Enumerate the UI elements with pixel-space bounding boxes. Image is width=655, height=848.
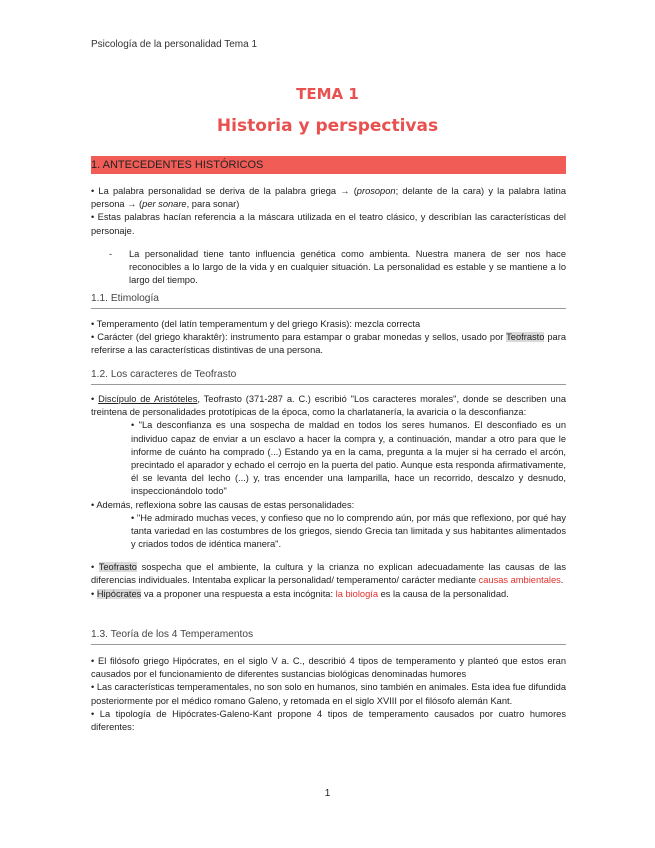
section-heading: 1. ANTECEDENTES HISTÓRICOS bbox=[91, 159, 264, 171]
intro-block bbox=[91, 185, 566, 287]
paragraph: • Carácter (del griego kharaktêr): instrumento para estampar o grabar monedas y sellos, usado por Teofrasto para referirse a las características distintivas de una persona. bbox=[91, 332, 566, 356]
page-number: 1 bbox=[324, 788, 331, 799]
paragraph: • Además, reflexiona sobre las causas de estas personalidades: bbox=[91, 499, 355, 510]
running-header: Psicología de la personalidad Tema 1 bbox=[91, 39, 258, 50]
paragraph: • La palabra personalidad se deriva de la palabra griega → (prosopon; delante de la cara) y la palabra latina persona → (per sonare, para sonar) bbox=[91, 186, 566, 210]
paragraph: • Teofrasto sospecha que el ambiente, la cultura y la crianza no explican adecuadamente las causas de las diferencias individuales. Intentaba explicar la personalidad/ temperamento/ carácter mediante causas ambientales. bbox=[91, 562, 566, 586]
teofrasto-block bbox=[91, 393, 566, 601]
paragraph: • Las características temperamentales, no son solo en humanos, sino también en animales. Esta idea fue difundida posteriormente por el médico romano Galeno, y retomada en el siglo XVIII por el filósofo alemán Kant. bbox=[91, 682, 566, 706]
chapter-subtitle: Historia y perspectivas bbox=[216, 116, 439, 136]
paragraph: • La tipología de Hipócrates-Galeno-Kant propone 4 tipos de temperamento causados por cuatro humores diferentes: bbox=[91, 708, 566, 732]
subsection-heading: 1.3. Teoría de los 4 Temperamentos bbox=[91, 628, 566, 645]
paragraph: • Estas palabras hacían referencia a la máscara utilizada en el teatro clásico, y describían las características del personaje. bbox=[91, 212, 566, 236]
etimologia-block bbox=[91, 318, 566, 358]
quote: • "He admirado muchas veces, y confieso que no lo comprendo aún, por más que reflexiono, por qué hay tanta variedad en las costumbres de los griegos, siendo Grecia tan limitada y sus habitantes alimentados y criados todos de idéntica manera". bbox=[131, 512, 566, 550]
paragraph: • El filósofo griego Hipócrates, en el siglo V a. C., describió 4 tipos de temperamento y planteó que estos eran causados por el funcionamiento de diferentes sustancias biológicas denominadas humores bbox=[91, 656, 566, 680]
section-heading-bar bbox=[91, 156, 566, 174]
quote: • "La desconfianza es una sospecha de maldad en todos los seres humanos. El desconfiado es un individuo capaz de enviar a un esclavo a hacer la compra y, a continuación, mandar a otro para que le informe de cuánto ha comprado (...) Estando ya en la cama, pregunta a la mujer si ha cerrado el arcón, precintado el aparador y echado el cerrojo en la puerta del patio. Aunque esta responda afirmativamente, él se levanta del lecho (...) y, tras encender una lamparilla, hace un recorrido, descalzo y desnudo, inspeccionándolo todo" bbox=[131, 420, 566, 497]
paragraph: • Temperamento (del latín temperamentum y del griego Krasis): mezcla correcta bbox=[91, 319, 421, 329]
chapter-title: TEMA 1 bbox=[296, 85, 359, 103]
subsection-heading: 1.2. Los caracteres de Teofrasto bbox=[91, 368, 566, 385]
subsection-heading: 1.1. Etimología bbox=[91, 292, 566, 309]
dash-list-item: - La personalidad tiene tanto influencia genética como ambienta. Nuestra manera de ser nos hace reconocibles a lo largo de la vida y en cualquier situación. La personalidad es estable y se mantiene a lo largo del tiempo. bbox=[109, 248, 566, 286]
temperamentos-block bbox=[91, 655, 566, 734]
paragraph: • Discípulo de Aristóteles, Teofrasto (371-287 a. C.) escribió "Los caracteres morales", donde se describen una treintena de personalidades prototípicas de la época, como la charlatanería, la avaricia o la desconfianza: bbox=[91, 394, 567, 418]
paragraph: • Hipócrates va a proponer una respuesta a esta incógnita: la biología es la causa de la personalidad. bbox=[91, 588, 509, 599]
